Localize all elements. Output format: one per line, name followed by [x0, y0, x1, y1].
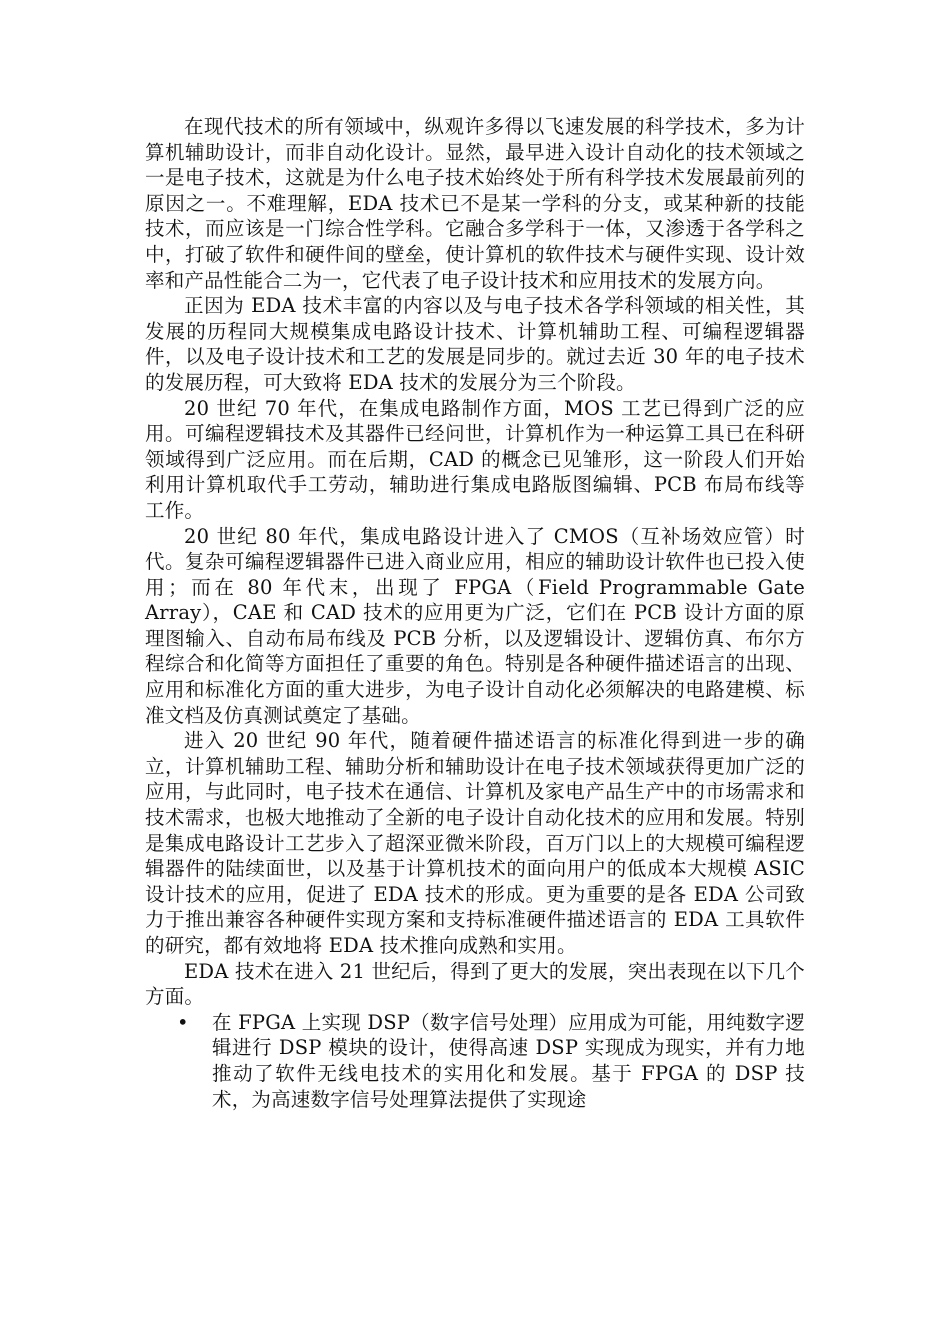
- document-page: [145, 114, 805, 1112]
- paragraph-1990s: 进入 20 世纪 90 年代，随着硬件描述语言的标准化得到进一步的确立，计算机辅助工程、辅助分析和辅助设计在电子技术领域获得更加广泛的应用，与此同时，电子技术在通信、计算机及家电产品生产中的市场需求和技术需求，也极大地推动了全新的电子设计自动化技术的应用和发展。特别是集成电路设计工艺步入了超深亚微米阶段，百万门以上的大规模可编程逻辑器件的陆续面世，以及基于计算机技术的面向用户的低成本大规模 ASIC 设计技术的应用，促进了 EDA 技术的形成。更为重要的是各 EDA 公司致力于推出兼容各种硬件实现方案和支持标准硬件描述语言的 EDA 工具软件的研究，都有效地将 EDA 技术推向成熟和实用。: [145, 729, 805, 957]
- bullet-list: [145, 1010, 805, 1112]
- paragraph-21st-century-intro: EDA 技术在进入 21 世纪后，得到了更大的发展，突出表现在以下几个方面。: [145, 959, 805, 1009]
- bullet-text: 在 FPGA 上实现 DSP（数字信号处理）应用成为可能，用纯数字逻辑进行 DSP 模块的设计，使得高速 DSP 实现成为现实，并有力地推动了软件无线电技术的实用化和发展。基于 FPGA 的 DSP 技术，为高速数字信号处理算法提供了实现途: [212, 1010, 805, 1111]
- paragraph-eda-history-intro: 正因为 EDA 技术丰富的内容以及与电子技术各学科领域的相关性，其发展的历程同大规模集成电路设计技术、计算机辅助工程、可编程逻辑器件，以及电子设计技术和工艺的发展是同步的。就过去近 30 年的电子技术的发展历程，可大致将 EDA 技术的发展分为三个阶段。: [145, 294, 805, 394]
- paragraph-eda-overview: 在现代技术的所有领域中，纵观许多得以飞速发展的科学技术，多为计算机辅助设计，而非自动化设计。显然，最早进入设计自动化的技术领域之一是电子技术，这就是为什么电子技术始终处于所有科学技术发展最前列的原因之一。不难理解，EDA 技术已不是某一学科的分支，或某种新的技能技术，而应该是一门综合性学科。它融合多学科于一体，又渗透于各学科之中，打破了软件和硬件间的壁垒，使计算机的软件技术与硬件实现、设计效率和产品性能合二为一，它代表了电子设计技术和应用技术的发展方向。: [145, 115, 805, 292]
- paragraph-1970s: 20 世纪 70 年代，在集成电路制作方面，MOS 工艺已得到广泛的应用。可编程逻辑技术及其器件已经问世，计算机作为一种运算工具已在科研领域得到广泛应用。而在后期，CAD 的概念已见雏形，这一阶段人们开始利用计算机取代手工劳动，辅助进行集成电路版图编辑、PCB 布局布线等工作。: [145, 396, 805, 522]
- bullet-icon: •: [177, 1010, 189, 1034]
- paragraph-1980s: 20 世纪 80 年代，集成电路设计进入了 CMOS（互补场效应管）时代。复杂可编程逻辑器件已进入商业应用，相应的辅助设计软件也已投入使用；而在 80 年代末，出现了 FPGA（Field Programmable Gate Array），CAE 和 CAD 技术的应用更为广泛，它们在 PCB 设计方面的原理图输入、自动布局布线及 PCB 分析，以及逻辑设计、逻辑仿真、布尔方程综合和化简等方面担任了重要的角色。特别是各种硬件描述语言的出现、应用和标准化方面的重大进步，为电子设计自动化必须解决的电路建模、标准文档及仿真测试奠定了基础。: [145, 524, 805, 727]
- list-item: [145, 1010, 805, 1112]
